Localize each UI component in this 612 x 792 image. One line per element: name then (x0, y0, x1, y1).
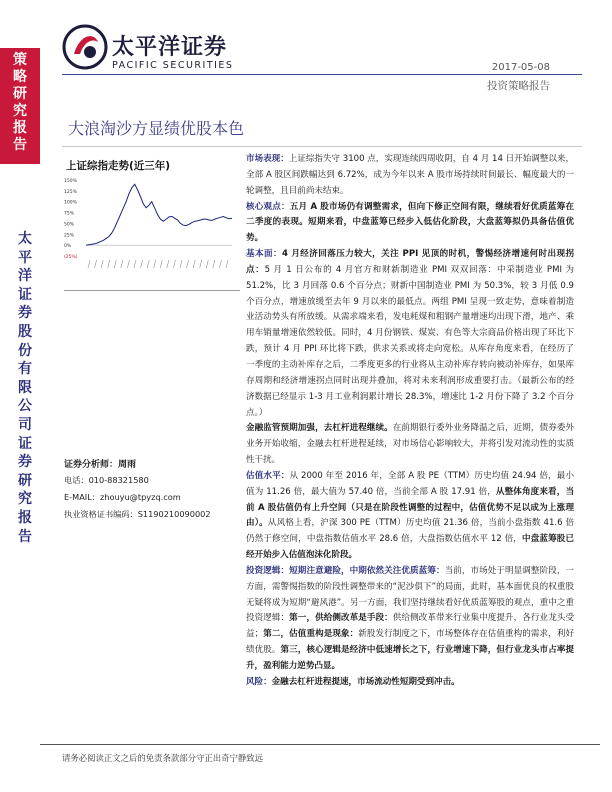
band-char: 报 (13, 120, 27, 136)
x-tick-mark (121, 260, 123, 268)
report-body (246, 152, 574, 691)
para-market: 市场表现：上证综指失守 3100 点，实现连续四周收阴，自 4 月 14 日开始调整以来，全部 A 股区间跌幅达到 6.72%，成为今年以来 A 股市场持续时间最长、幅度最大的一轮调整，且目前尚未结束。 (246, 154, 575, 196)
vtitle-char: 证 (18, 286, 32, 303)
footer-divider (40, 744, 600, 745)
x-tick-mark (127, 260, 129, 268)
analyst-phone: 电话：010-88321580 (64, 475, 149, 485)
x-tick-mark (95, 260, 97, 268)
band-char: 告 (13, 137, 27, 153)
vtitle-char: 股 (18, 323, 32, 340)
y-tick-label: 100% (64, 200, 77, 206)
y-tick-label: 75% (64, 211, 75, 217)
x-tick-mark (180, 260, 182, 268)
y-tick-label: 150% (64, 179, 77, 184)
y-tick-label: 25% (64, 233, 75, 239)
band-char: 研 (13, 86, 27, 102)
para-fundamentals: 基本面：4 月经济回落压力较大，关注 PPI 见顶的时机，警惕经济增速何时出现拐点：5 月 1 日公布的 4 月官方和财新制造业 PMI 双双回落：中采制造业 PMI 为 51.2%，比 3 月回落 0.6 个百分点；财新中国制造业 PMI 为 50.3%，较 3 月低 0.9 个百分点，增速放缓至去年 9 月以来的最低点。两组 PMI 呈现一致走势，意味着制造业活动势头有所放缓。从需求端来看，发电耗煤和粗钢产量增速均出现下滑，地产、乘用车销量增速依然较低。同时，4 月份钢铁、煤炭、有色等大宗商品价格出现了环比下跌，预计 4 月 PPI 环比将下跌，供求关系或将走向宽松。从库存角度来看，在经历了一季度的主动补库存之后，二季度更多的行业将从主动补库存转向被动补库存，如果库存周期和经济增速拐点同时出现并叠加，将对未来利润形成重要打击。（最新公布的经济数据已经显示 1-3 月工业利润累计增长 28.3%，增速比 1-2 月份下降了 3.2 个百分点。） (246, 249, 574, 418)
band-char: 策 (13, 52, 27, 68)
x-tick-mark (187, 260, 189, 268)
x-tick-mark (226, 260, 228, 268)
header-divider (62, 74, 582, 75)
analyst-license: 执业资格证书编码：S1190210090002 (64, 509, 211, 519)
footer-disclaimer: 请务必阅读正文之后的免责条款部分守正出奇宁静致远 (62, 753, 263, 763)
vtitle-char: 券 (18, 305, 32, 322)
title-divider (62, 146, 582, 147)
analyst-email[interactable]: E-MAIL：zhouyu@tpyzq.com (64, 492, 181, 502)
x-tick-mark (101, 260, 103, 268)
x-tick-mark (134, 260, 136, 268)
brand-name-cn: 太平洋证券 (112, 35, 228, 60)
para-logic: 投资逻辑：短期注意避险，中期依然关注优质蓝筹：当前，市场处于明显调整阶段，一方面，需警惕指数的阶段性调整带来的“泥沙俱下”的局面，此时，基本面优良的权重股无疑将成为短期“避风港”。另一方面，我们坚持继续看好优质蓝筹股的观点，重中之重投资逻辑：第一，供给侧改革是手段：供给侧改革带来行业集中度提升，各行业龙头受益；第二，估值重构是现象：新股发行制度之下，市场整体存在估值重构的需求，利好绩优股。第三，核心逻辑是经济中低速增长之下，行业增速下降，但行业龙头市占率提升，盈利能力逆势凸显。 (246, 565, 575, 671)
brand-name-en: PACIFIC SECURITIES (112, 60, 234, 71)
vtitle-char: 有 (18, 361, 32, 378)
chart-divider (64, 290, 240, 291)
category-band (0, 48, 40, 164)
vtitle-char: 洋 (18, 268, 32, 285)
vtitle-char: 公 (18, 398, 32, 415)
x-tick-mark (114, 260, 116, 268)
vtitle-char: 司 (18, 416, 32, 433)
report-type: 投资策略报告 (487, 80, 550, 92)
x-tick-mark (160, 260, 162, 268)
band-char: 究 (13, 103, 27, 119)
x-tick-mark (88, 260, 90, 268)
para-regulation: 金融监管预期加强，去杠杆进程继续。在前期银行委外业务降温之后，近期，债券委外业务开始收缩，金融去杠杆进程延续，对市场信心影响较大，并将引发对流动性的实质性干扰。 (246, 423, 575, 466)
x-tick-mark (193, 260, 195, 268)
y-tick-label: (25%) (64, 255, 78, 260)
x-tick-mark (108, 260, 110, 268)
vtitle-char: 报 (18, 509, 32, 526)
vtitle-char: 券 (18, 454, 32, 471)
vtitle-char: 告 (18, 528, 32, 545)
x-tick-mark (167, 260, 169, 268)
y-tick-label: 0% (64, 244, 72, 250)
vtitle-char: 太 (18, 231, 32, 247)
x-tick-mark (141, 260, 143, 268)
para-risk: 风险：金融去杠杆进程提速，市场流动性短期受到冲击。 (246, 676, 460, 687)
vtitle-char: 研 (18, 472, 32, 489)
x-tick-mark (173, 260, 175, 268)
vtitle-char: 份 (18, 342, 32, 359)
band-char: 略 (13, 69, 27, 85)
y-tick-label: 125% (64, 189, 77, 195)
x-tick-mark (213, 260, 215, 268)
chart-title: 上证综指走势(近三年) (66, 160, 171, 172)
x-tick-mark (154, 260, 156, 268)
index-series-line (86, 184, 232, 245)
vtitle-char: 限 (18, 379, 32, 396)
index-trend-chart (64, 172, 240, 272)
analyst-name: 证券分析师：周雨 (64, 460, 137, 470)
report-date: 2017-05-08 (491, 62, 550, 73)
vtitle-char: 究 (18, 491, 32, 508)
vtitle-char: 证 (18, 435, 32, 452)
x-tick-mark (200, 260, 202, 268)
vtitle-char: 平 (18, 249, 32, 266)
para-core-view: 核心观点：五月 A 股市场仍有调整需求，但向下修正空间有限，继续看好优质蓝筹在二季度的表现。短期来看，中盘蓝筹已经步入低估化阶段，大盘蓝筹拟仍具备估值优势。 (246, 201, 574, 244)
company-logo-icon (62, 24, 108, 70)
y-tick-label: 50% (64, 222, 75, 228)
page-title: 大浪淘沙方显绩优股本色 (68, 119, 245, 138)
x-tick-mark (219, 260, 221, 268)
x-tick-mark (206, 260, 208, 268)
para-valuation: 估值水平：从 2000 年至 2016 年，全部 A 股 PE（TTM）历史均值 24.94 倍，最小值为 11.26 倍，最大值为 57.40 倍，当前全部 A 股 17.91 倍，从整体角度来看，当前 A 股估值仍有上升空间（只是在阶段性调整的过程中，估值优势不足以成为上涨理由）。从风格上看，沪深 300 PE（TTM）历史均值 21.36 倍，当前小盘指数 41.6 倍仍然于修空间，中盘指数估值水平 28.6 倍，大盘指数估值水平 12 倍，中盘蓝筹股已经开始步入估值泡沫化阶段。 (246, 470, 574, 561)
x-tick-mark (147, 260, 149, 268)
institution-vertical-title (14, 230, 36, 546)
